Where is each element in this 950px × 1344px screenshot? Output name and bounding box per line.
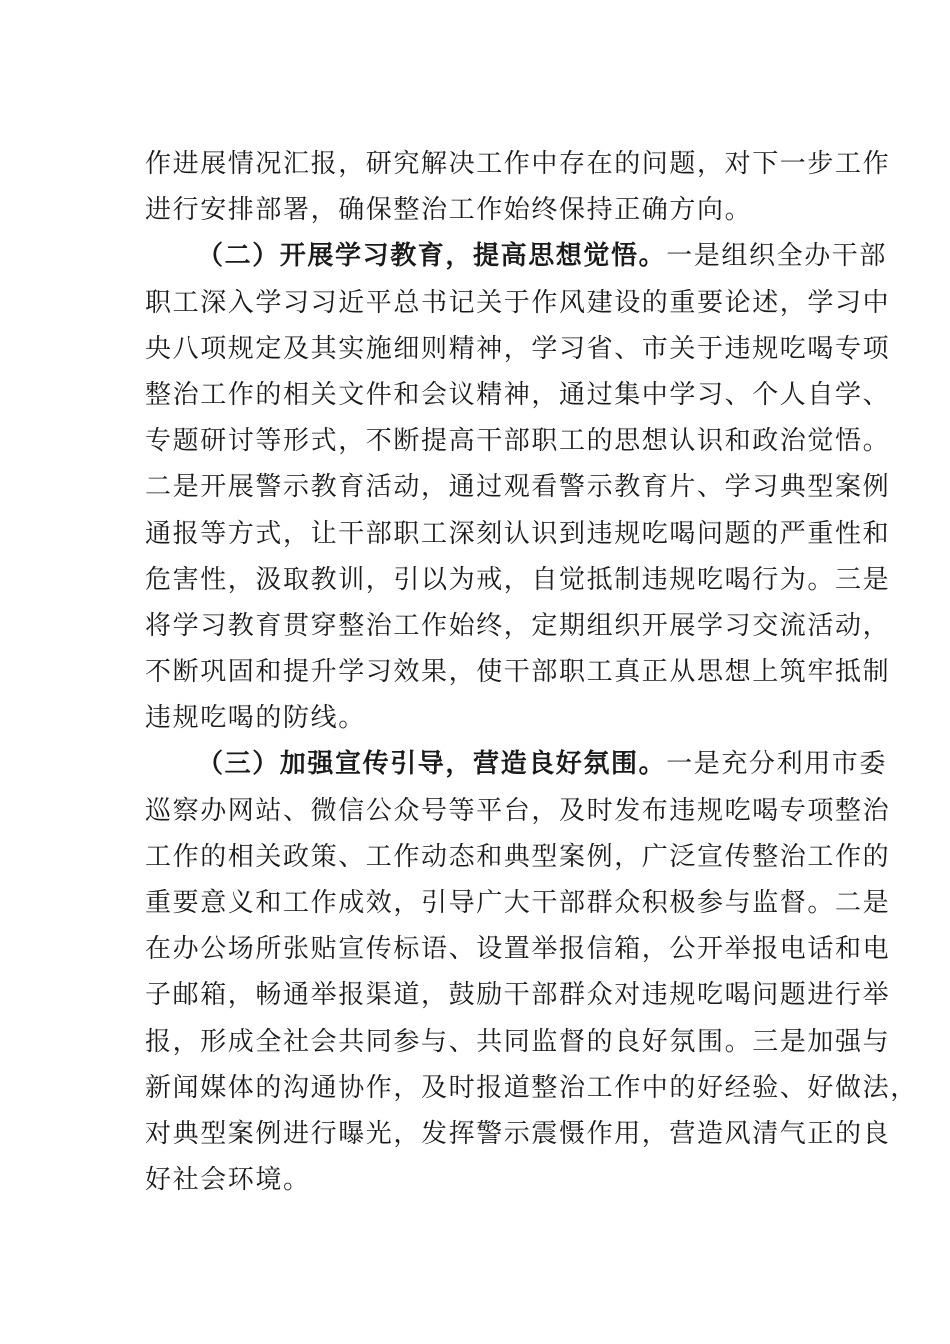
document-body [145, 141, 918, 1203]
paragraph-first-line [145, 741, 888, 787]
text-line: 央八项规定及其实施细则精神，学习省、市关于违规吃喝专项 [145, 333, 891, 364]
text-line: 好社会环境。 [145, 1165, 311, 1196]
text-line: 在办公场所张贴宣传标语、设置举报信箱，公开举报电话和电 [145, 934, 891, 965]
text-line: 报，形成全社会共同参与、共同监督的良好氛围。三是加强与 [145, 1026, 891, 1057]
paragraph-first-line [145, 233, 888, 279]
paragraph-publicity-guidance [145, 741, 918, 1203]
text-line: 新闻媒体的沟通协作，及时报道整治工作中的好经验、好做法， [145, 1072, 918, 1103]
text-line: 重要意义和工作成效，引导广大干部群众积极参与监督。二是 [145, 888, 891, 918]
text-line: 将学习教育贯穿整治工作始终，定期组织开展学习交流活动， [145, 610, 891, 641]
text-run: 一是充分利用市委 [666, 749, 888, 780]
paragraph-study-education [145, 233, 891, 741]
text-line: 违规吃喝的防线。 [145, 703, 366, 734]
section-heading: （三）加强宣传引导，营造良好氛围。 [197, 749, 667, 780]
text-line: 整治工作的相关文件和会议精神，通过集中学习、个人自学、 [145, 379, 891, 410]
text-run: 一是组织全办干部 [666, 241, 888, 272]
text-line: 工作的相关政策、工作动态和典型案例，广泛宣传整治工作的 [145, 841, 891, 872]
text-line: 作进展情况汇报，研究解决工作中存在的问题，对下一步工作 [145, 149, 891, 179]
text-line: 子邮箱，畅通举报渠道，鼓励干部群众对违规吃喝问题进行举 [145, 980, 891, 1011]
text-line: 不断巩固和提升学习效果，使干部职工真正从思想上筑牢抵制 [145, 657, 891, 688]
text-line: 通报等方式，让干部职工深刻认识到违规吃喝问题的严重性和 [145, 518, 891, 549]
paragraph-continuation [145, 141, 891, 233]
text-line: 进行安排部署，确保整治工作始终保持正确方向。 [145, 195, 753, 226]
text-line: 专题研讨等形式，不断提高干部职工的思想认识和政治觉悟。 [145, 426, 891, 457]
text-line: 对典型案例进行曝光，发挥警示震慑作用，营造风清气正的良 [145, 1118, 891, 1149]
section-heading: （二）开展学习教育，提高思想觉悟。 [197, 241, 667, 272]
text-line: 职工深入学习习近平总书记关于作风建设的重要论述，学习中 [145, 287, 891, 318]
text-line: 巡察办网站、微信公众号等平台，及时发布违规吃喝专项整治 [145, 795, 891, 826]
text-line: 二是开展警示教育活动，通过观看警示教育片、学习典型案例 [145, 472, 891, 503]
text-line: 危害性，汲取教训，引以为戒，自觉抵制违规吃喝行为。三是 [145, 564, 891, 595]
